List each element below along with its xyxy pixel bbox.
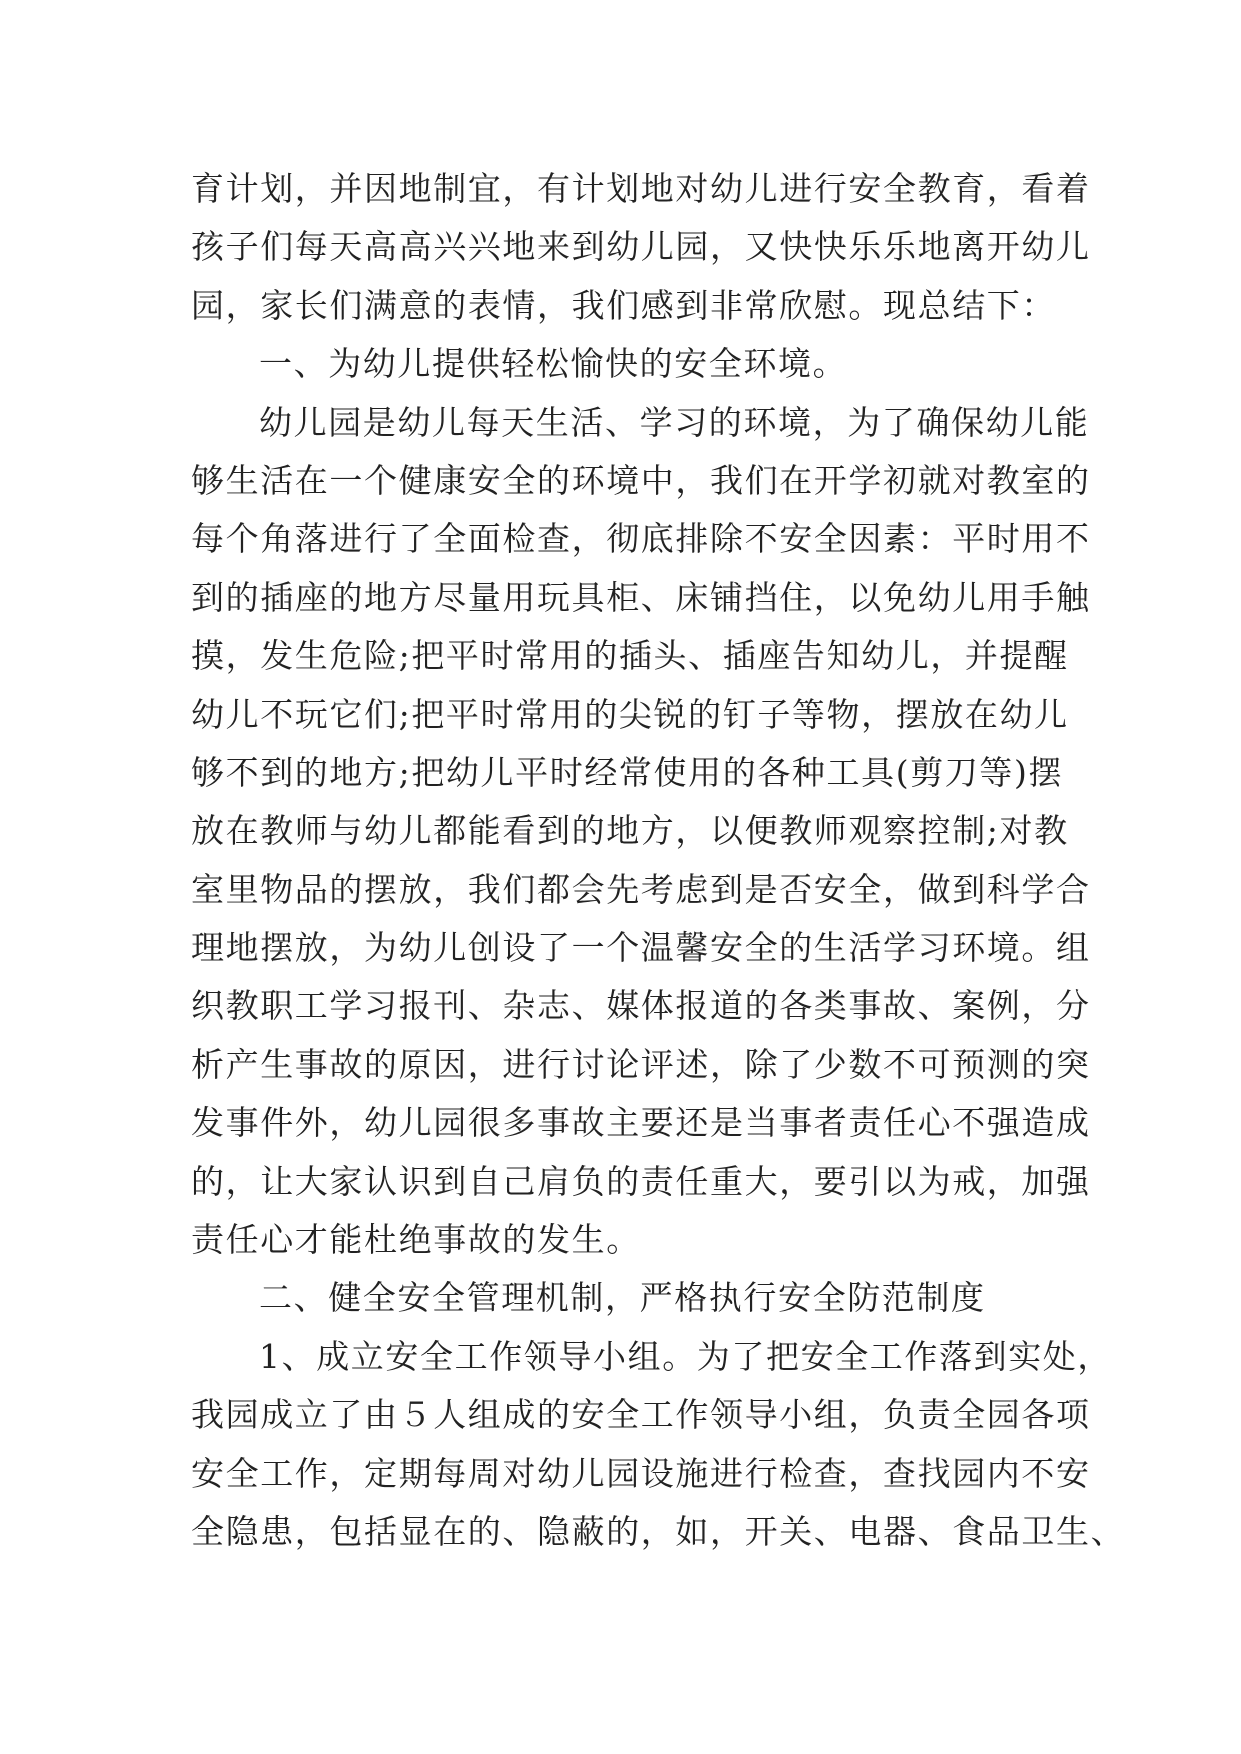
text-line: 的，让大家认识到自己肩负的责任重大，要引以为戒，加强 [191, 1161, 1091, 1201]
text-line: 幼儿园是幼儿每天生活、学习的环境，为了确保幼儿能 [259, 402, 1090, 442]
text-line: 够不到的地方;把幼儿平时经常使用的各种工具(剪刀等)摆 [191, 752, 1064, 792]
text-line: 每个角落进行了全面检查，彻底排除不安全因素：平时用不 [191, 519, 1091, 559]
text-line: 我园成立了由５人组成的安全工作领导小组，负责全园各项 [191, 1395, 1091, 1435]
text-line: 二、健全安全管理机制，严格执行安全防范制度 [259, 1278, 986, 1318]
text-line: 1、成立安全工作领导小组。为了把安全工作落到实处， [259, 1336, 1112, 1376]
text-line: 放在教师与幼儿都能看到的地方，以便教师观察控制;对教 [191, 811, 1069, 851]
text-line: 一、为幼儿提供轻松愉快的安全环境。 [259, 344, 848, 384]
text-line: 责任心才能杜绝事故的发生。 [191, 1220, 641, 1260]
text-line: 孩子们每天高高兴兴地来到幼儿园，又快快乐乐地离开幼儿 [191, 227, 1091, 267]
text-line: 摸，发生危险;把平时常用的插头、插座告知幼儿，并提醒 [191, 636, 1069, 676]
text-line: 室里物品的摆放，我们都会先考虑到是否安全，做到科学合 [191, 869, 1091, 909]
text-line: 发事件外，幼儿园很多事故主要还是当事者责任心不强造成 [191, 1103, 1091, 1143]
text-line: 幼儿不玩它们;把平时常用的尖锐的钉子等物，摆放在幼儿 [191, 694, 1069, 734]
text-line: 析产生事故的原因，进行讨论评述，除了少数不可预测的突 [191, 1044, 1091, 1084]
text-line: 育计划，并因地制宜，有计划地对幼儿进行安全教育，看着 [191, 169, 1091, 208]
text-line: 到的插座的地方尽量用玩具柜、床铺挡住，以免幼儿用手触 [191, 577, 1091, 617]
text-line: 全隐患，包括显在的、隐蔽的，如，开关、电器、食品卫生、 [191, 1511, 1126, 1551]
text-line: 织教职工学习报刊、杂志、媒体报道的各类事故、案例，分 [191, 986, 1091, 1026]
text-line: 园，家长们满意的表情，我们感到非常欣慰。现总结下： [191, 285, 1056, 325]
text-line: 理地摆放，为幼儿创设了一个温馨安全的生活学习环境。组 [191, 928, 1091, 968]
body-text [191, 160, 1126, 1561]
text-line: 够生活在一个健康安全的环境中，我们在开学初就对教室的 [191, 460, 1091, 500]
text-line: 安全工作，定期每周对幼儿园设施进行检查，查找园内不安 [191, 1453, 1091, 1493]
